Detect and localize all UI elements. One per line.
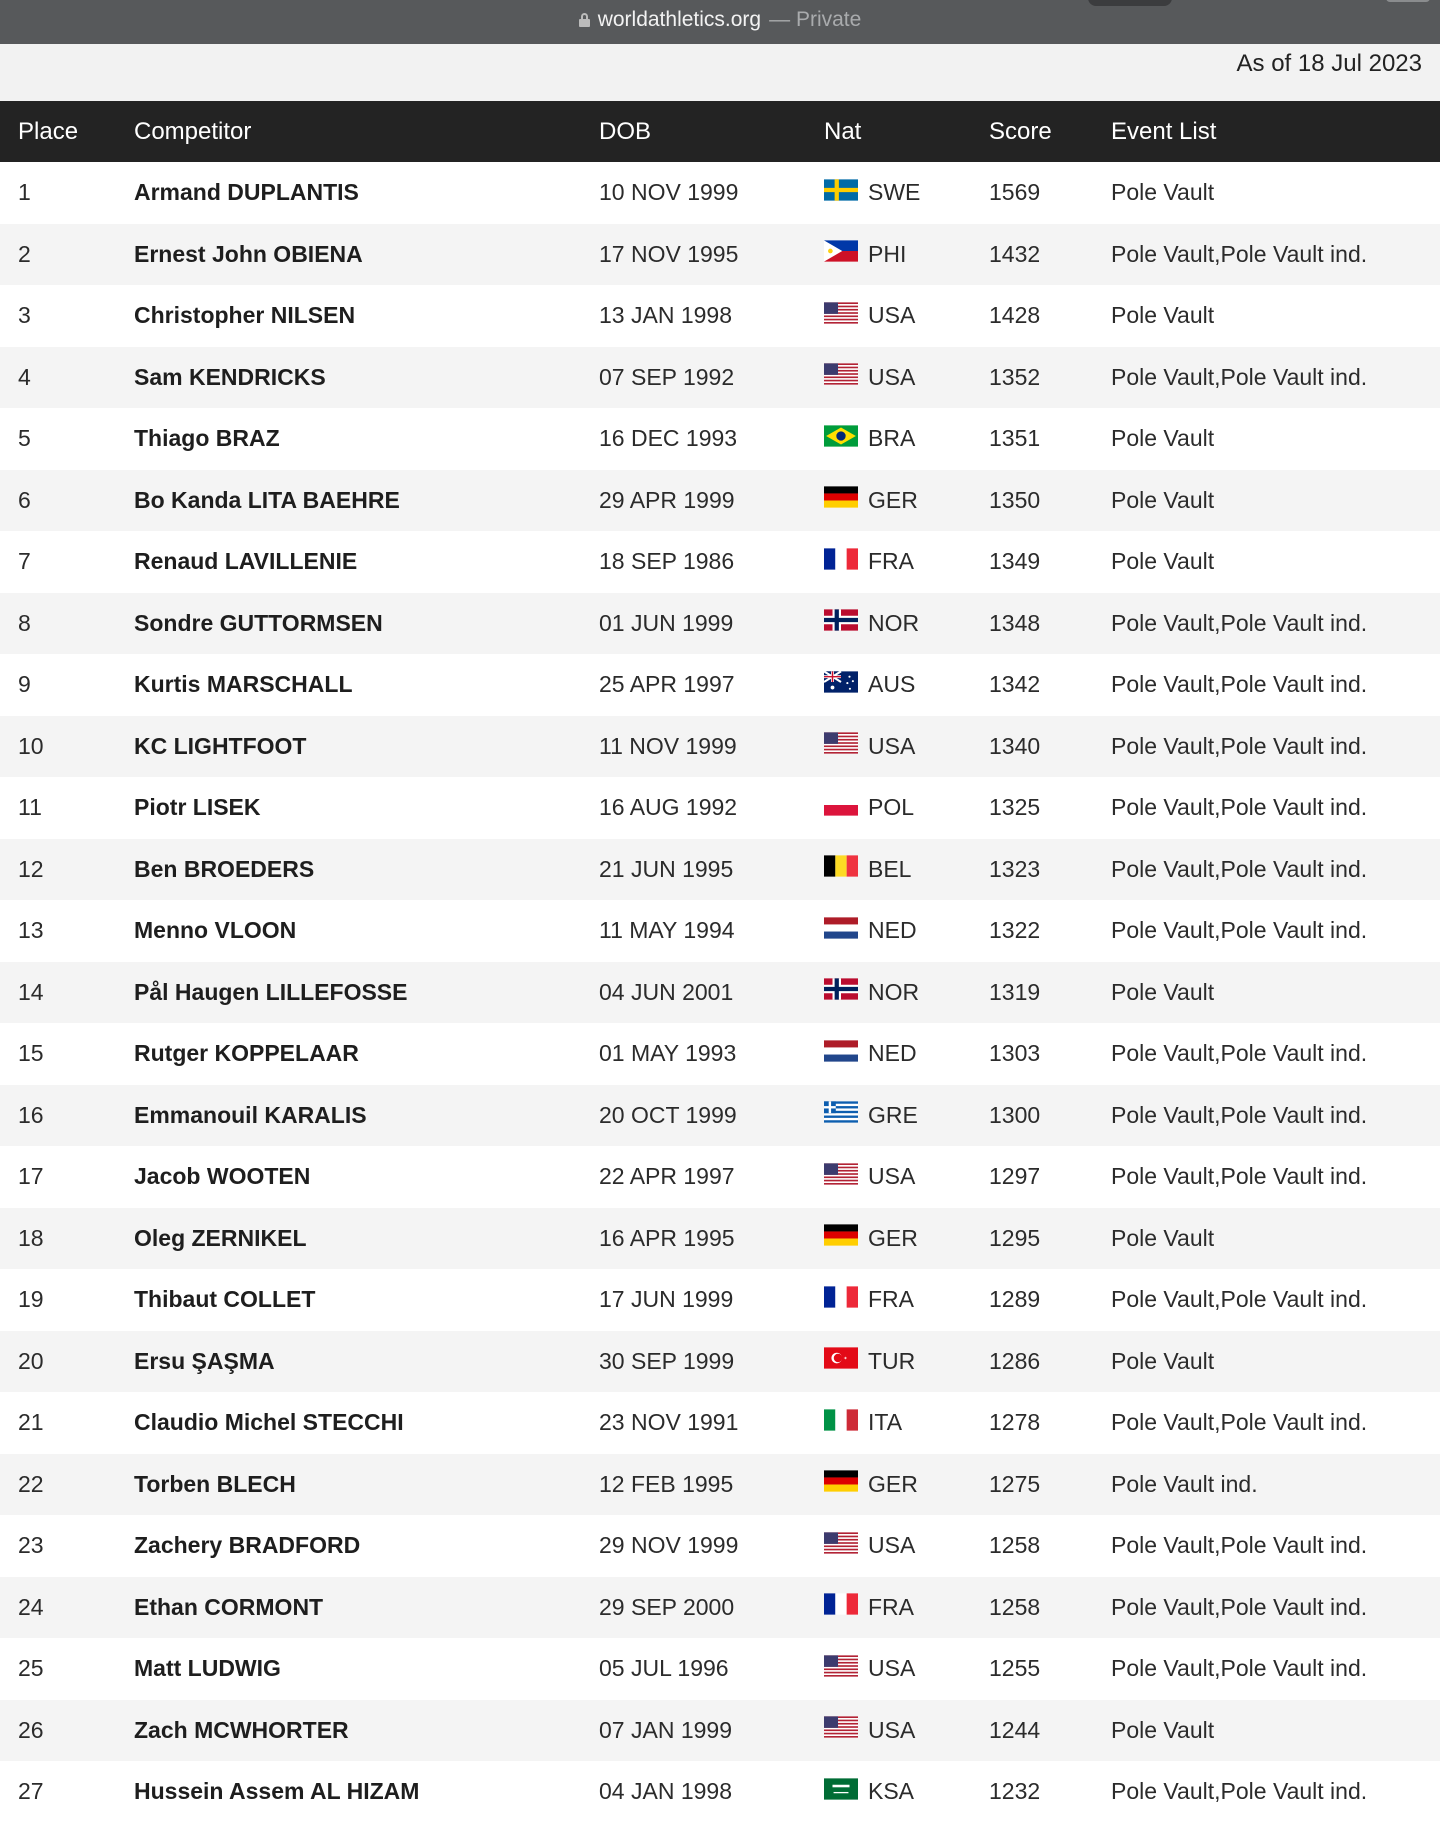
score-cell: 1350 — [989, 486, 1041, 513]
competitor-link[interactable]: Ben BROEDERS — [134, 855, 315, 882]
dob-cell: 21 JUN 1995 — [599, 855, 734, 882]
event-list-cell: Pole Vault,Pole Vault ind. — [1111, 240, 1368, 267]
dob-cell: 30 SEP 1999 — [599, 1347, 735, 1374]
rankings-table — [0, 101, 1440, 1823]
dob-cell: 29 NOV 1999 — [599, 1532, 739, 1559]
score-cell: 1432 — [989, 240, 1041, 267]
place-cell: 21 — [18, 1409, 44, 1436]
event-list-cell: Pole Vault,Pole Vault ind. — [1111, 1286, 1368, 1313]
event-list-cell: Pole Vault — [1111, 425, 1215, 452]
place-cell: 9 — [18, 671, 31, 698]
place-cell: 18 — [18, 1224, 44, 1251]
competitor-link[interactable]: Oleg ZERNIKEL — [134, 1224, 307, 1251]
score-cell: 1325 — [989, 794, 1041, 821]
table-row[interactable] — [0, 1454, 1440, 1516]
table-row[interactable] — [0, 1515, 1440, 1577]
place-cell: 8 — [18, 609, 31, 636]
nat-cell — [824, 531, 989, 593]
table-row[interactable] — [0, 1269, 1440, 1331]
nat-code: NOR — [868, 978, 920, 1005]
nat-cell — [824, 1023, 989, 1085]
event-list-cell: Pole Vault,Pole Vault ind. — [1111, 855, 1368, 882]
competitor-link[interactable]: Zachery BRADFORD — [134, 1532, 361, 1559]
nat-code: BRA — [868, 425, 916, 452]
table-row[interactable] — [0, 531, 1440, 593]
header-event-list[interactable]: Event List — [1111, 117, 1217, 145]
competitor-link[interactable]: Sondre GUTTORMSEN — [134, 609, 383, 636]
nat-cell — [824, 1700, 989, 1762]
dob-cell: 05 JUL 1996 — [599, 1655, 729, 1682]
as-of-bar — [0, 44, 1440, 101]
pol-flag-icon — [824, 794, 858, 816]
bel-flag-icon — [824, 855, 858, 877]
dob-cell: 22 APR 1997 — [599, 1163, 735, 1190]
competitor-link[interactable]: Bo Kanda LITA BAEHRE — [134, 486, 400, 513]
event-list-cell: Pole Vault,Pole Vault ind. — [1111, 1532, 1368, 1559]
table-row[interactable] — [0, 1761, 1440, 1823]
nat-cell — [824, 593, 989, 655]
competitor-link[interactable]: Kurtis MARSCHALL — [134, 671, 353, 698]
table-row[interactable] — [0, 593, 1440, 655]
score-cell: 1319 — [989, 978, 1041, 1005]
fra-flag-icon — [824, 548, 858, 570]
score-cell: 1303 — [989, 1040, 1041, 1067]
event-list-cell: Pole Vault — [1111, 1224, 1215, 1251]
nat-code: USA — [868, 1532, 916, 1559]
nat-cell — [824, 1085, 989, 1147]
score-cell: 1348 — [989, 609, 1041, 636]
header-score[interactable]: Score — [989, 117, 1052, 145]
place-cell: 23 — [18, 1532, 44, 1559]
score-cell: 1295 — [989, 1224, 1041, 1251]
nat-code: USA — [868, 363, 916, 390]
nat-code: NED — [868, 917, 917, 944]
competitor-link[interactable]: Ethan CORMONT — [134, 1593, 324, 1620]
nat-code: FRA — [868, 1286, 914, 1313]
nat-cell — [824, 1331, 989, 1393]
nat-code: GRE — [868, 1101, 918, 1128]
competitor-link[interactable]: Renaud LAVILLENIE — [134, 548, 358, 575]
event-list-cell: Pole Vault ind. — [1111, 1470, 1258, 1497]
nat-code: ITA — [868, 1409, 903, 1436]
mode-text: Private — [795, 8, 862, 31]
nat-cell — [824, 777, 989, 839]
swe-flag-icon — [824, 179, 858, 201]
score-cell: 1349 — [989, 548, 1041, 575]
nor-flag-icon — [824, 609, 858, 631]
ger-flag-icon — [824, 1224, 858, 1246]
dob-cell: 29 APR 1999 — [599, 486, 735, 513]
event-list-cell: Pole Vault,Pole Vault ind. — [1111, 1655, 1368, 1682]
dob-cell: 23 NOV 1991 — [599, 1409, 739, 1436]
table-row[interactable] — [0, 777, 1440, 839]
dob-cell: 11 MAY 1994 — [599, 917, 735, 944]
place-cell: 4 — [18, 363, 31, 390]
table-row[interactable] — [0, 839, 1440, 901]
table-row[interactable] — [0, 962, 1440, 1024]
competitor-link[interactable]: Emmanouil KARALIS — [134, 1101, 367, 1128]
rankings-table-container — [0, 101, 1440, 1823]
score-cell: 1232 — [989, 1778, 1041, 1805]
score-cell: 1278 — [989, 1409, 1041, 1436]
bra-flag-icon — [824, 425, 858, 447]
dob-cell: 11 NOV 1999 — [599, 732, 737, 759]
nat-cell — [824, 470, 989, 532]
nat-cell — [824, 1638, 989, 1700]
nat-code: SWE — [868, 179, 921, 206]
place-cell: 22 — [18, 1470, 44, 1497]
competitor-link[interactable]: Torben BLECH — [134, 1470, 296, 1497]
score-cell: 1275 — [989, 1470, 1041, 1497]
place-cell: 26 — [18, 1716, 44, 1743]
score-cell: 1342 — [989, 671, 1041, 698]
event-list-cell: Pole Vault — [1111, 486, 1215, 513]
url-display[interactable] — [579, 8, 862, 32]
dob-cell: 16 AUG 1992 — [599, 794, 738, 821]
score-cell: 1322 — [989, 917, 1041, 944]
nat-cell — [824, 962, 989, 1024]
aus-flag-icon — [824, 671, 858, 693]
fra-flag-icon — [824, 1286, 858, 1308]
table-row[interactable] — [0, 285, 1440, 347]
nat-cell — [824, 900, 989, 962]
score-cell: 1258 — [989, 1532, 1041, 1559]
dob-cell: 29 SEP 2000 — [599, 1593, 735, 1620]
event-list-cell: Pole Vault,Pole Vault ind. — [1111, 1593, 1368, 1620]
place-cell: 5 — [18, 425, 31, 452]
browsing-mode-label — [769, 8, 861, 32]
ger-flag-icon — [824, 486, 858, 508]
dob-cell: 17 NOV 1995 — [599, 240, 739, 267]
table-row[interactable] — [0, 1700, 1440, 1762]
event-list-cell: Pole Vault — [1111, 548, 1215, 575]
competitor-link[interactable]: Piotr LISEK — [134, 794, 261, 821]
table-row[interactable] — [0, 1023, 1440, 1085]
event-list-cell: Pole Vault,Pole Vault ind. — [1111, 1409, 1368, 1436]
nat-cell — [824, 162, 989, 224]
table-row[interactable] — [0, 1208, 1440, 1270]
dob-cell: 13 JAN 1998 — [599, 302, 732, 329]
place-cell: 6 — [18, 486, 31, 513]
score-cell: 1351 — [989, 425, 1041, 452]
place-cell: 12 — [18, 855, 44, 882]
as-of-date: As of 18 Jul 2023 — [1236, 50, 1422, 77]
nat-cell — [824, 839, 989, 901]
competitor-link[interactable]: Jacob WOOTEN — [134, 1163, 311, 1190]
menu-handle[interactable] — [1386, 0, 1430, 2]
nat-code: POL — [868, 794, 915, 821]
dob-cell: 01 MAY 1993 — [599, 1040, 737, 1067]
dob-cell: 18 SEP 1986 — [599, 548, 735, 575]
ned-flag-icon — [824, 917, 858, 939]
tur-flag-icon — [824, 1347, 858, 1369]
ger-flag-icon — [824, 1470, 858, 1492]
nat-cell — [824, 1146, 989, 1208]
nat-cell — [824, 1208, 989, 1270]
competitor-link[interactable]: Ersu ŞAŞMA — [134, 1347, 275, 1374]
table-row[interactable] — [0, 1638, 1440, 1700]
ksa-flag-icon — [824, 1778, 858, 1800]
competitor-link[interactable]: Zach MCWHORTER — [134, 1716, 349, 1743]
score-cell: 1352 — [989, 363, 1041, 390]
usa-flag-icon — [824, 302, 858, 324]
nat-code: GER — [868, 1224, 918, 1251]
event-list-cell: Pole Vault,Pole Vault ind. — [1111, 609, 1368, 636]
competitor-link[interactable]: Sam KENDRICKS — [134, 363, 326, 390]
usa-flag-icon — [824, 732, 858, 754]
score-cell: 1255 — [989, 1655, 1041, 1682]
table-row[interactable] — [0, 224, 1440, 286]
score-cell: 1297 — [989, 1163, 1041, 1190]
competitor-link[interactable]: Pål Haugen LILLEFOSSE — [134, 978, 408, 1005]
place-cell: 14 — [18, 978, 44, 1005]
event-list-cell: Pole Vault,Pole Vault ind. — [1111, 1040, 1368, 1067]
event-list-cell: Pole Vault,Pole Vault ind. — [1111, 1101, 1368, 1128]
nat-cell — [824, 224, 989, 286]
dob-cell: 12 FEB 1995 — [599, 1470, 734, 1497]
score-cell: 1340 — [989, 732, 1041, 759]
place-cell: 19 — [18, 1286, 44, 1313]
table-row[interactable] — [0, 716, 1440, 778]
ned-flag-icon — [824, 1040, 858, 1062]
header-dob[interactable]: DOB — [599, 117, 652, 145]
table-row[interactable] — [0, 1331, 1440, 1393]
nat-cell — [824, 654, 989, 716]
score-cell: 1300 — [989, 1101, 1041, 1128]
table-row[interactable] — [0, 900, 1440, 962]
table-row[interactable] — [0, 408, 1440, 470]
nat-code: BEL — [868, 855, 912, 882]
competitor-link[interactable]: Armand DUPLANTIS — [134, 179, 359, 206]
nat-code: GER — [868, 1470, 918, 1497]
score-cell: 1428 — [989, 302, 1041, 329]
nat-code: NOR — [868, 609, 920, 636]
competitor-link[interactable]: Hussein Assem AL HIZAM — [134, 1778, 420, 1805]
score-cell: 1258 — [989, 1593, 1041, 1620]
table-row[interactable] — [0, 1146, 1440, 1208]
dob-cell: 16 DEC 1993 — [599, 425, 738, 452]
usa-flag-icon — [824, 363, 858, 385]
nat-code: GER — [868, 486, 918, 513]
dob-cell: 04 JAN 1998 — [599, 1778, 732, 1805]
table-row[interactable] — [0, 654, 1440, 716]
nat-cell — [824, 347, 989, 409]
table-header-row — [0, 101, 1440, 162]
place-cell: 24 — [18, 1593, 44, 1620]
place-cell: 15 — [18, 1040, 44, 1067]
place-cell: 25 — [18, 1655, 44, 1682]
event-list-cell: Pole Vault,Pole Vault ind. — [1111, 671, 1368, 698]
nat-cell — [824, 1269, 989, 1331]
browser-address-bar[interactable] — [0, 0, 1440, 44]
phi-flag-icon — [824, 240, 858, 262]
event-list-cell: Pole Vault,Pole Vault ind. — [1111, 917, 1368, 944]
place-cell: 10 — [18, 732, 44, 759]
nat-code: NED — [868, 1040, 917, 1067]
event-list-cell: Pole Vault — [1111, 978, 1215, 1005]
nat-code: USA — [868, 302, 916, 329]
url-domain: worldathletics.org — [597, 8, 762, 31]
competitor-link[interactable]: Matt LUDWIG — [134, 1655, 281, 1682]
dob-cell: 25 APR 1997 — [599, 671, 735, 698]
event-list-cell: Pole Vault,Pole Vault ind. — [1111, 732, 1368, 759]
competitor-link[interactable]: Thibaut COLLET — [134, 1286, 316, 1313]
place-cell: 1 — [18, 179, 31, 206]
nat-cell — [824, 408, 989, 470]
nat-code: FRA — [868, 548, 914, 575]
competitor-link[interactable]: Claudio Michel STECCHI — [134, 1409, 404, 1436]
event-list-cell: Pole Vault,Pole Vault ind. — [1111, 1163, 1368, 1190]
nat-code: AUS — [868, 671, 916, 698]
event-list-cell: Pole Vault,Pole Vault ind. — [1111, 1778, 1368, 1805]
place-cell: 3 — [18, 302, 31, 329]
nat-code: KSA — [868, 1778, 915, 1805]
nat-code: USA — [868, 1655, 916, 1682]
competitor-link[interactable]: Christopher NILSEN — [134, 302, 356, 329]
table-row[interactable] — [0, 162, 1440, 224]
nat-code: USA — [868, 1716, 916, 1743]
dob-cell: 10 NOV 1999 — [599, 179, 739, 206]
usa-flag-icon — [824, 1655, 858, 1677]
usa-flag-icon — [824, 1163, 858, 1185]
score-cell: 1244 — [989, 1716, 1041, 1743]
score-cell: 1286 — [989, 1347, 1041, 1374]
place-cell: 11 — [18, 794, 42, 821]
place-cell: 17 — [18, 1163, 44, 1190]
competitor-link[interactable]: Menno VLOON — [134, 917, 297, 944]
nat-code: USA — [868, 732, 916, 759]
nat-cell — [824, 285, 989, 347]
competitor-link[interactable]: Rutger KOPPELAAR — [134, 1040, 359, 1067]
nat-cell — [824, 1454, 989, 1516]
fra-flag-icon — [824, 1593, 858, 1615]
place-cell: 2 — [18, 240, 31, 267]
header-nat[interactable]: Nat — [824, 117, 862, 145]
score-cell: 1323 — [989, 855, 1041, 882]
usa-flag-icon — [824, 1532, 858, 1554]
nat-code: USA — [868, 1163, 916, 1190]
dob-cell: 07 JAN 1999 — [599, 1716, 732, 1743]
nat-cell — [824, 1515, 989, 1577]
event-list-cell: Pole Vault,Pole Vault ind. — [1111, 363, 1368, 390]
table-row[interactable] — [0, 1085, 1440, 1147]
event-list-cell: Pole Vault — [1111, 179, 1215, 206]
place-cell: 20 — [18, 1347, 44, 1374]
header-place[interactable]: Place — [18, 117, 79, 145]
dob-cell: 07 SEP 1992 — [599, 363, 735, 390]
place-cell: 7 — [18, 548, 31, 575]
table-row[interactable] — [0, 470, 1440, 532]
event-list-cell: Pole Vault — [1111, 1716, 1215, 1743]
event-list-cell: Pole Vault — [1111, 302, 1215, 329]
competitor-link[interactable]: Ernest John OBIENA — [134, 240, 363, 267]
score-cell: 1289 — [989, 1286, 1041, 1313]
nat-cell — [824, 1761, 989, 1823]
header-competitor[interactable]: Competitor — [134, 117, 252, 145]
tab-overview-button[interactable] — [1088, 0, 1172, 6]
dob-cell: 20 OCT 1999 — [599, 1101, 737, 1128]
event-list-cell: Pole Vault,Pole Vault ind. — [1111, 794, 1368, 821]
event-list-cell: Pole Vault — [1111, 1347, 1215, 1374]
table-row[interactable] — [0, 347, 1440, 409]
lock-icon — [579, 13, 590, 27]
dob-cell: 01 JUN 1999 — [599, 609, 734, 636]
ita-flag-icon — [824, 1409, 858, 1431]
nat-cell — [824, 1577, 989, 1639]
competitor-link[interactable]: KC LIGHTFOOT — [134, 732, 307, 759]
gre-flag-icon — [824, 1101, 858, 1123]
dob-cell: 17 JUN 1999 — [599, 1286, 734, 1313]
table-row[interactable] — [0, 1392, 1440, 1454]
place-cell: 16 — [18, 1101, 44, 1128]
nor-flag-icon — [824, 978, 858, 1000]
score-cell: 1569 — [989, 179, 1041, 206]
place-cell: 13 — [18, 917, 44, 944]
nat-code: FRA — [868, 1593, 914, 1620]
competitor-link[interactable]: Thiago BRAZ — [134, 425, 280, 452]
nat-cell — [824, 716, 989, 778]
nat-cell — [824, 1392, 989, 1454]
nat-code: PHI — [868, 240, 907, 267]
table-row[interactable] — [0, 1577, 1440, 1639]
mode-separator: — — [769, 8, 796, 31]
dob-cell: 04 JUN 2001 — [599, 978, 734, 1005]
dob-cell: 16 APR 1995 — [599, 1224, 735, 1251]
place-cell: 27 — [18, 1778, 44, 1805]
usa-flag-icon — [824, 1716, 858, 1738]
nat-code: TUR — [868, 1347, 916, 1374]
